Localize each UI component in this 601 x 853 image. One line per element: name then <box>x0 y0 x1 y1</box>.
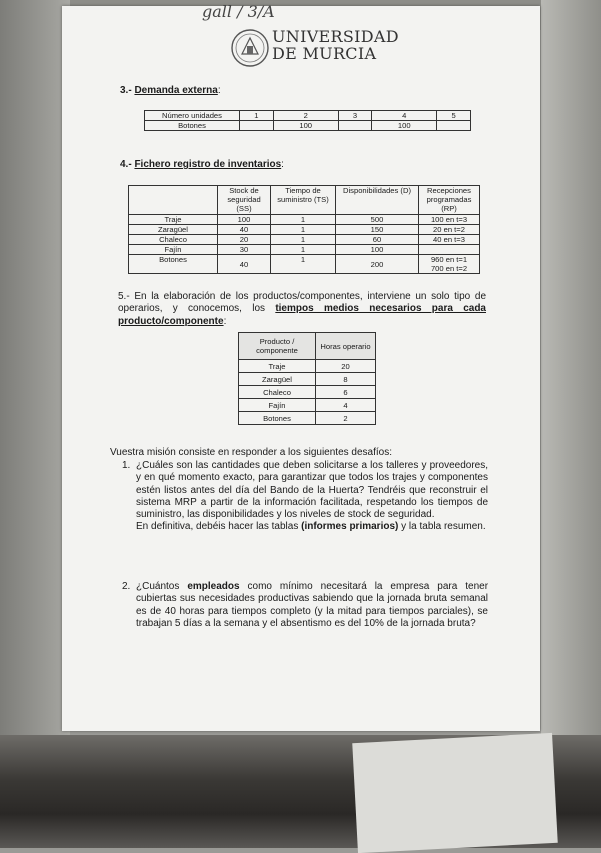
hours-header-row <box>239 333 376 360</box>
hours-cell: Chaleco <box>239 386 316 399</box>
section4-title: Fichero registro de inventarios <box>134 159 282 170</box>
inventory-cell: 100 <box>218 215 271 225</box>
question2 <box>136 581 488 630</box>
table-row <box>129 215 480 225</box>
inventory-cell: Fajín <box>129 245 218 255</box>
section5-emphasis: tiempos medios necesarios para cada <box>275 303 486 315</box>
table-row <box>129 225 480 235</box>
inventory-cell: 100 <box>336 245 419 255</box>
inventory-header-cell: Stock de seguridad (SS) <box>218 186 271 215</box>
inventory-header-row <box>129 186 480 215</box>
question1-conclusion-b: (informes primarios) <box>301 521 399 533</box>
inventory-cell: 40 <box>218 255 271 274</box>
hours-cell: 2 <box>316 412 376 425</box>
background-left <box>0 0 70 848</box>
demand-header-cell: 4 <box>372 111 437 121</box>
hours-cell: Zaragüel <box>239 373 316 386</box>
demand-header-cell: 1 <box>240 111 274 121</box>
inventory-cell: 40 en t=3 <box>419 235 480 245</box>
inventory-header-cell: Recepciones programadas (RP) <box>419 186 480 215</box>
section3-colon: : <box>217 85 221 96</box>
inventory-cell <box>419 255 480 274</box>
section4-number: 4.- <box>120 159 132 170</box>
section3-heading <box>120 85 221 96</box>
background-right <box>541 0 601 848</box>
hours-header-cell: Horas operario <box>316 333 376 360</box>
inventory-cell-line: 700 en t=2 <box>430 264 468 273</box>
hours-cell: 4 <box>316 399 376 412</box>
table-row <box>239 360 376 373</box>
section5-colon: : <box>223 315 227 327</box>
table-row <box>129 255 480 274</box>
underlying-paper <box>352 733 557 853</box>
demand-cell: 100 <box>372 121 437 131</box>
inventory-cell: 200 <box>336 255 419 274</box>
hours-cell: 20 <box>316 360 376 373</box>
inventory-cell <box>419 245 480 255</box>
demand-header-cell: 5 <box>437 111 471 121</box>
hours-header-cell: Producto / componente <box>239 333 316 360</box>
demand-cell <box>338 121 372 131</box>
inventory-cell: 1 <box>271 215 336 225</box>
demand-cell <box>240 121 274 131</box>
section5-emphasis-2: producto/componente <box>118 315 224 327</box>
section5-paragraph <box>118 291 486 328</box>
university-name-line1: UNIVERSIDAD <box>272 27 399 46</box>
demand-header-cell: Número unidades <box>145 111 240 121</box>
hours-table <box>238 332 376 425</box>
section3-title: Demanda externa <box>134 85 218 96</box>
inventory-cell: 30 <box>218 245 271 255</box>
university-name <box>272 28 399 62</box>
inventory-cell: 20 en t=2 <box>419 225 480 235</box>
hours-cell: Botones <box>239 412 316 425</box>
handwritten-scribble: gall / 3/A <box>202 2 275 21</box>
table-row <box>239 386 376 399</box>
demand-cell <box>437 121 471 131</box>
table-row <box>239 412 376 425</box>
question1-conclusion <box>136 521 488 533</box>
document-page <box>62 2 540 731</box>
inventory-cell: 20 <box>218 235 271 245</box>
section5-number: 5.- <box>118 291 130 302</box>
inventory-cell: Zaragüel <box>129 225 218 235</box>
inventory-cell: 150 <box>336 225 419 235</box>
mission-intro: Vuestra misión consiste en responder a los siguientes desafíos: <box>110 447 393 458</box>
question2-emphasis: empleados <box>187 581 240 592</box>
demand-header-cell: 3 <box>338 111 372 121</box>
demand-header-row <box>145 111 471 121</box>
inventory-cell: 1 <box>271 245 336 255</box>
table-row <box>129 245 480 255</box>
demand-table <box>144 110 471 131</box>
inventory-cell: 60 <box>336 235 419 245</box>
hours-cell: Fajín <box>239 399 316 412</box>
hours-cell: 6 <box>316 386 376 399</box>
section3-number: 3.- <box>120 85 132 96</box>
question2-text-c: como mínimo necesitará la empresa para tener cubiertas sus necesidades productivas sabiendo que la jornada bruta semanal es de 40 horas para tiempos completo (y la mitad para tiempos parciales), se trabajan 5 días a la semana y el absentismo es del 10% de la jornada bruta? <box>136 581 489 629</box>
inventory-cell: Botones <box>129 255 218 274</box>
question1-text: ¿Cuáles son las cantidades que deben solicitarse a los talleres y proveedores, y en qué momento exacto, para garantizar que todos los trajes y componentes estén listos antes del día del Bando de la Huerta? Tendréis que reconstruir el sistema MRP a partir de la información facilitada, respetando los tiempos de suministro, las disponibilidades y los niveles de stock de seguridad. <box>136 460 488 521</box>
question1-conclusion-c: y la tabla resumen. <box>401 521 486 533</box>
demand-data-row <box>145 121 471 131</box>
inventory-cell: 1 <box>271 235 336 245</box>
inventory-cell: 1 <box>271 225 336 235</box>
demand-cell: 100 <box>273 121 338 131</box>
demand-header-cell: 2 <box>273 111 338 121</box>
university-seal-icon <box>230 28 270 68</box>
inventory-cell: 1 <box>271 255 336 274</box>
inventory-cell: 40 <box>218 225 271 235</box>
section4-colon: : <box>281 159 284 170</box>
question2-number: 2. <box>122 581 131 592</box>
table-row <box>239 399 376 412</box>
inventory-header-cell: Disponibilidades (D) <box>336 186 419 215</box>
inventory-header-cell <box>129 186 218 215</box>
section4-heading <box>120 159 284 170</box>
inventory-cell: Chaleco <box>129 235 218 245</box>
question2-text-a: ¿Cuántos <box>136 581 180 592</box>
inventory-cell: 100 en t=3 <box>419 215 480 225</box>
question1-conclusion-a: En definitiva, debéis hacer las tablas <box>136 521 299 533</box>
hours-cell: Traje <box>239 360 316 373</box>
inventory-cell: 500 <box>336 215 419 225</box>
question1 <box>136 460 488 534</box>
table-row <box>129 235 480 245</box>
section5-text: En la elaboración de los productos/componentes, interviene un solo tipo de operarios, y conocemos, los <box>118 291 487 315</box>
question1-number: 1. <box>122 460 131 471</box>
inventory-cell-line: 960 en t=1 <box>430 255 468 264</box>
inventory-header-cell: Tiempo de suministro (TS) <box>271 186 336 215</box>
inventory-cell: Traje <box>129 215 218 225</box>
university-name-line2: DE MURCIA <box>272 44 377 63</box>
demand-cell: Botones <box>145 121 240 131</box>
inventory-table <box>128 185 480 274</box>
hours-cell: 8 <box>316 373 376 386</box>
table-row <box>239 373 376 386</box>
